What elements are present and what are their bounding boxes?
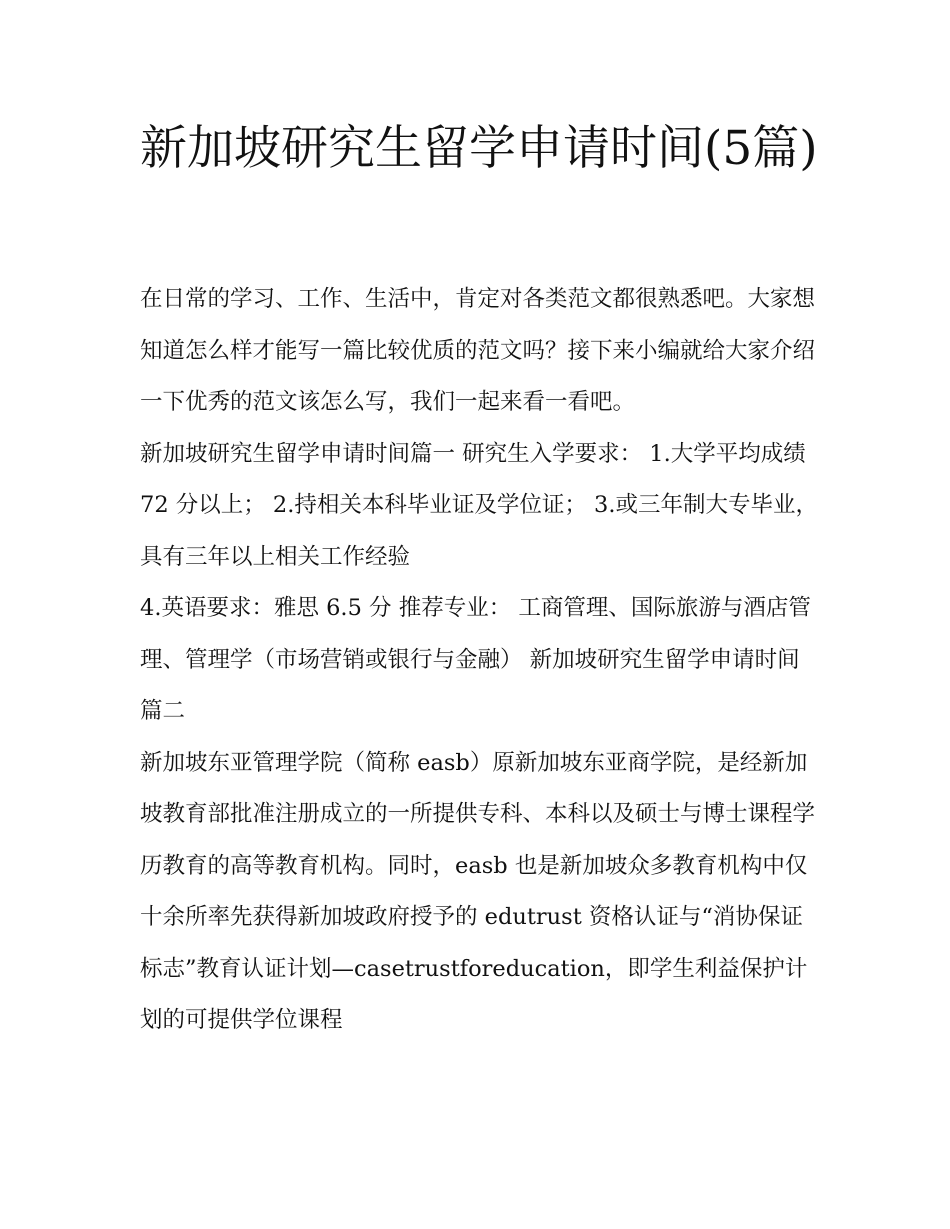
paragraph-intro: 在日常的学习、工作、生活中，肯定对各类范文都很熟悉吧。大家想知道怎么样才能写一篇比较优质的范文吗？接下来小编就给大家介绍一下优秀的范文该怎么写，我们一起来看一看吧。 — [140, 286, 816, 415]
paragraph-admission-requirements: 新加坡研究生留学申请时间篇一 研究生入学要求： 1.大学平均成绩 72 分以上； 2.持相关本科毕业证及学位证； 3.或三年制大专毕业，具有三年以上相关工作经验 — [140, 440, 819, 570]
paragraph-english-requirements: 4.英语要求：雅思 6.5 分 推荐专业： 工商管理、国际旅游与酒店管理、管理学（市场营销或银行与金融） 新加坡研究生留学申请时间篇二 — [140, 595, 811, 724]
document-body — [140, 274, 820, 1047]
document-title: 新加坡研究生留学申请时间(5篇) — [140, 121, 818, 176]
paragraph-easb-introduction: 新加坡东亚管理学院（简称 easb）原新加坡东亚商学院，是经新加坡教育部批准注册成立的一所提供专科、本科以及硕士与博士课程学历教育的高等教育机构。同时，easb 也是新加坡众多教育机构中仅十余所率先获得新加坡政府授予的 edutrust 资格认证与“消协保证标志”教育认证计划—casetrustforeducation，即学生利益保护计划的可提供学位课程 — [140, 749, 816, 1033]
